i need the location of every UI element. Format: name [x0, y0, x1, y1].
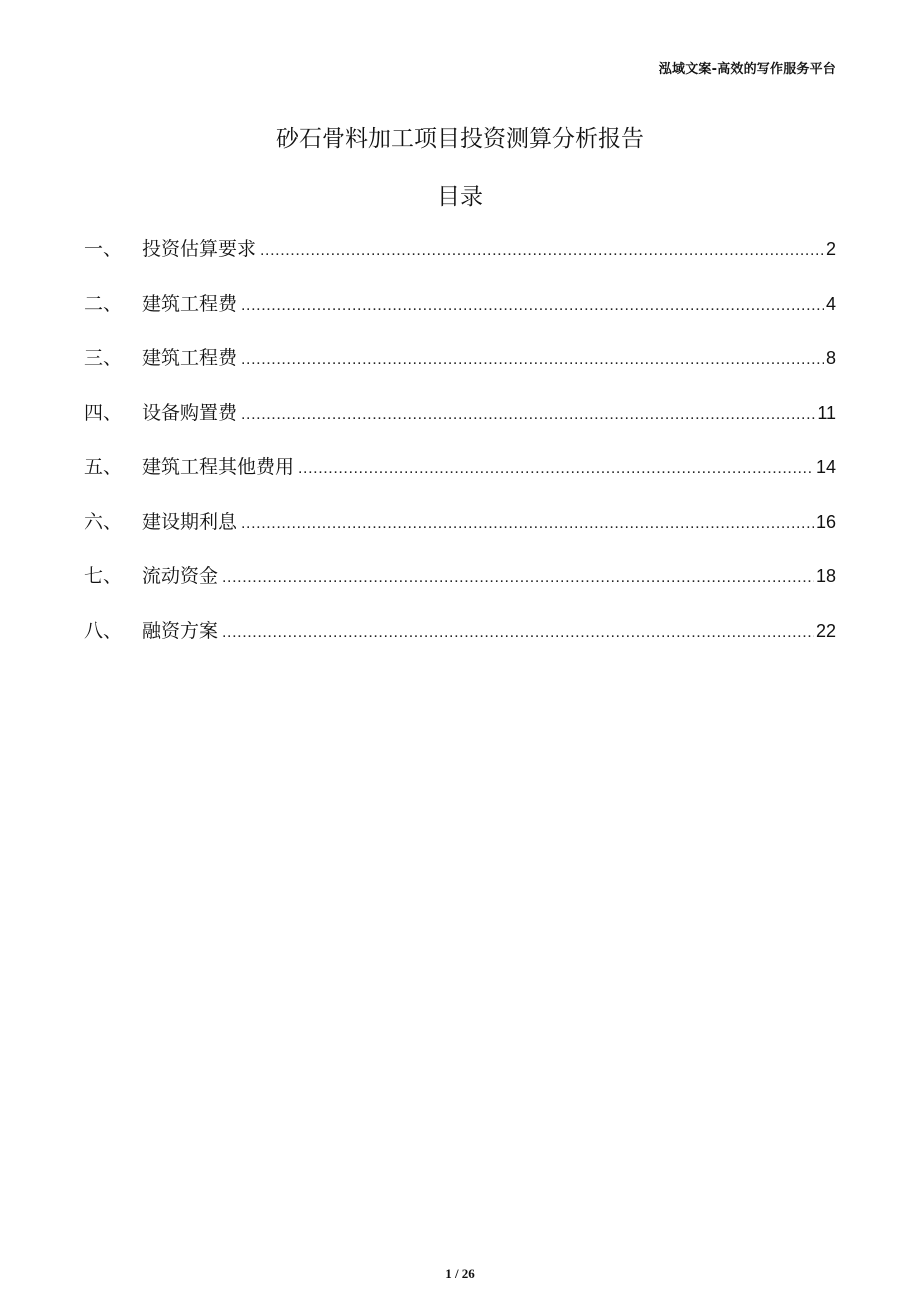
toc-entry[interactable]: [84, 507, 836, 562]
toc-entry-title: 融资方案: [142, 619, 219, 642]
header-brand-text: 泓域文案-高效的写作服务平台: [658, 62, 836, 77]
toc-entry-number: 四、: [84, 401, 123, 424]
toc-entry[interactable]: [84, 343, 836, 398]
toc-entry-number: 六、: [84, 510, 123, 533]
toc-entry-number: 五、: [84, 456, 123, 478]
toc-dot-leader: [241, 515, 814, 533]
page-number-indicator: 1 / 26: [445, 1266, 475, 1281]
toc-dot-leader: [241, 406, 815, 424]
toc-entry[interactable]: [84, 289, 836, 344]
toc-entry-page: 16: [815, 511, 836, 532]
table-of-contents: [84, 234, 836, 670]
toc-entry-title: 投资估算要求: [142, 238, 257, 260]
toc-entry-title: 流动资金: [142, 565, 219, 587]
toc-dot-leader: [241, 351, 824, 369]
toc-entry[interactable]: [84, 234, 836, 289]
toc-dot-leader: [298, 460, 814, 478]
toc-dot-leader: [241, 297, 824, 315]
toc-entry-title: 建筑工程费: [142, 292, 238, 315]
toc-entry[interactable]: [84, 561, 836, 616]
toc-heading: 目录: [437, 184, 483, 210]
toc-entry-number: 二、: [84, 292, 123, 315]
toc-dot-leader: [260, 242, 824, 260]
toc-entry-page: 14: [815, 457, 836, 477]
toc-entry-title: 建筑工程费: [142, 347, 238, 369]
toc-entry-number: 七、: [84, 565, 123, 587]
toc-entry-number: 三、: [84, 347, 123, 369]
toc-dot-leader: [222, 569, 814, 587]
toc-entry-page: 22: [815, 620, 836, 641]
toc-entry-number: 一、: [84, 238, 123, 260]
toc-entry-title: 建筑工程其他费用: [142, 456, 295, 478]
toc-entry-page: 18: [815, 566, 836, 586]
toc-entry-page: 11: [817, 402, 836, 423]
toc-entry[interactable]: [84, 616, 836, 671]
toc-entry-page: 4: [825, 293, 836, 314]
document-title: 砂石骨料加工项目投资测算分析报告: [276, 126, 644, 152]
toc-entry-page: 8: [825, 348, 836, 368]
toc-entry[interactable]: [84, 452, 836, 507]
toc-entry-title: 设备购置费: [142, 401, 238, 424]
toc-entry-title: 建设期利息: [142, 510, 238, 533]
toc-entry-number: 八、: [84, 619, 123, 642]
toc-entry-page: 2: [825, 239, 836, 259]
toc-entry[interactable]: [84, 398, 836, 453]
toc-dot-leader: [222, 624, 814, 642]
